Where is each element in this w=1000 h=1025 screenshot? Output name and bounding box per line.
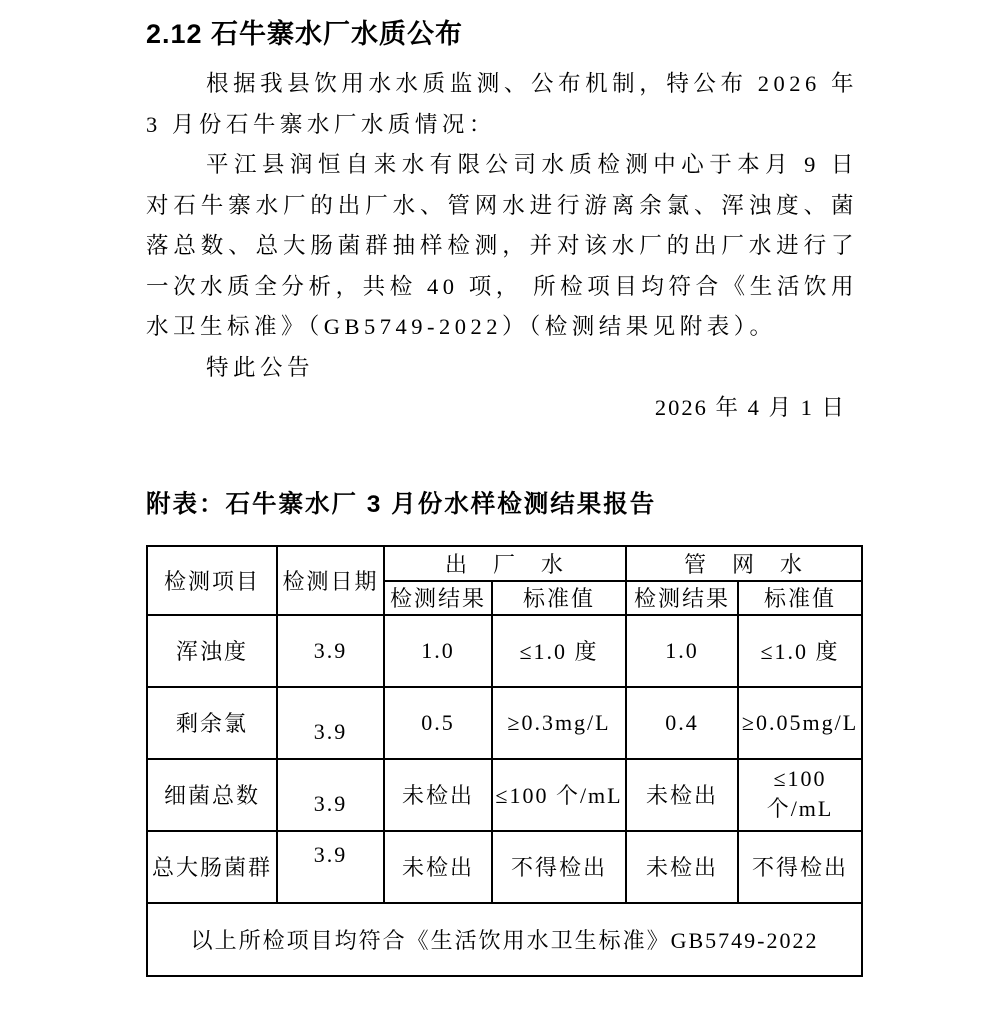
cell-factory-standard: ≤100 个/mL (492, 759, 626, 831)
cell-item: 细菌总数 (147, 759, 277, 831)
cell-factory-standard: ≥0.3mg/L (492, 687, 626, 759)
cell-pipe-standard: ≤100 个/mL (738, 759, 862, 831)
table-row-total-coliform (147, 831, 862, 903)
table-row-turbidity (147, 615, 862, 687)
cell-factory-standard: ≤1.0 度 (492, 615, 626, 687)
section-heading: 2.12 石牛寨水厂水质公布 (146, 19, 464, 49)
table-header-row-1 (147, 546, 862, 581)
cell-date: 3.9 (277, 759, 384, 831)
table-caption: 附表：石牛寨水厂 3 月份水样检测结果报告 (146, 490, 657, 518)
water-quality-table (146, 545, 863, 977)
cell-pipe-standard: ≥0.05mg/L (738, 687, 862, 759)
cell-factory-result: 未检出 (384, 759, 492, 831)
header-factory-water: 出 厂 水 (384, 546, 626, 581)
cell-factory-result: 0.5 (384, 687, 492, 759)
header-pipe-water: 管 网 水 (626, 546, 862, 581)
cell-factory-standard: 不得检出 (492, 831, 626, 903)
cell-date: 3.9 (277, 831, 384, 903)
cell-item: 浑浊度 (147, 615, 277, 687)
cell-pipe-result: 未检出 (626, 831, 738, 903)
date-line: 2026 年 4 月 1 日 (654, 395, 846, 420)
cell-item: 剩余氯 (147, 687, 277, 759)
subheader-pipe-result: 检测结果 (626, 581, 738, 615)
subheader-pipe-standard: 标准值 (738, 581, 862, 615)
header-item: 检测项目 (147, 546, 277, 615)
table-row-residual-chlorine (147, 687, 862, 759)
cell-date: 3.9 (277, 687, 384, 759)
cell-pipe-result: 未检出 (626, 759, 738, 831)
cell-factory-result: 未检出 (384, 831, 492, 903)
subheader-factory-result: 检测结果 (384, 581, 492, 615)
cell-date: 3.9 (277, 615, 384, 687)
table-footer-row (147, 903, 862, 976)
document-content (146, 0, 858, 977)
table-row-total-bacteria (147, 759, 862, 831)
cell-item: 总大肠菌群 (147, 831, 277, 903)
cell-pipe-standard: 不得检出 (738, 831, 862, 903)
cell-pipe-result: 1.0 (626, 615, 738, 687)
paragraph-intro: 根据我县饮用水水质监测、公布机制，特公布 2026 年 3 月份石牛寨水厂水质情况： (146, 71, 858, 137)
paragraph-notice: 特此公告 (206, 354, 315, 380)
header-date: 检测日期 (277, 546, 384, 615)
table-footer-note: 以上所检项目均符合《生活饮用水卫生标准》GB5749-2022 (147, 903, 862, 976)
cell-factory-result: 1.0 (384, 615, 492, 687)
cell-pipe-standard: ≤1.0 度 (738, 615, 862, 687)
subheader-factory-standard: 标准值 (492, 581, 626, 615)
cell-pipe-result: 0.4 (626, 687, 738, 759)
paragraph-detail: 平江县润恒自来水有限公司水质检测中心于本月 9 日对石牛寨水厂的出厂水、管网水进行游离余氯、浑浊度、菌落总数、总大肠菌群抽样检测，并对该水厂的出厂水进行了一次水质全分析，共检 40 项， 所检项目均符合《生活饮用水卫生标准》（GB5749-2022）（检测结果见附表）。 (146, 152, 858, 339)
